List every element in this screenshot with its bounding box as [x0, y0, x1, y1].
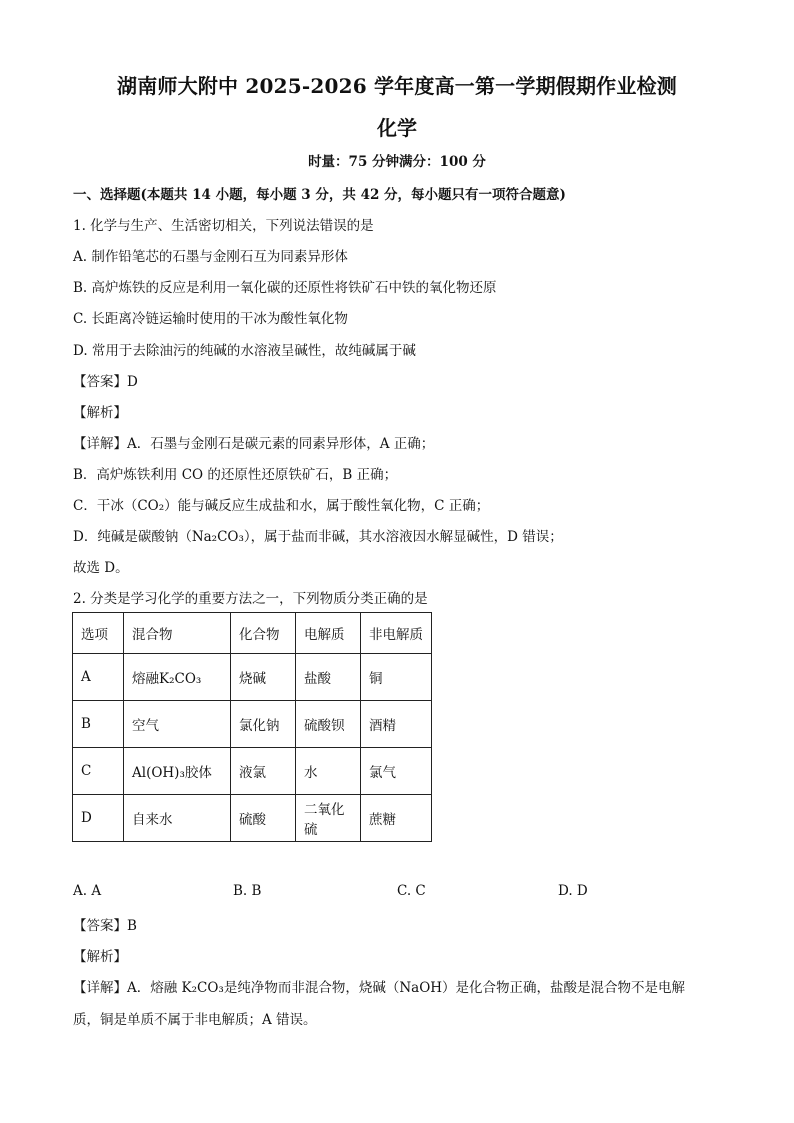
q1-analysis-label: 【解析】 — [73, 405, 127, 421]
q1-option-a: A. 制作铅笔芯的石墨与金刚石互为同素异形体 — [73, 249, 348, 265]
table-header-cell: 非电解质 — [361, 613, 432, 654]
q2-choice-c: C. C — [397, 883, 426, 899]
q2-analysis-label: 【解析】 — [73, 949, 127, 965]
table-header-cell: 化合物 — [231, 613, 296, 654]
q2-choice-b: B. B — [233, 883, 262, 899]
question-2-stem: 2. 分类是学习化学的重要方法之一，下列物质分类正确的是 — [73, 591, 428, 607]
q1-detail-line: 【详解】A．石墨与金刚石是碳元素的同素异形体，A 正确； — [73, 436, 435, 452]
q1-detail-line: 故选 D。 — [73, 560, 129, 576]
table-cell: 熔融K₂CO₃ — [124, 654, 231, 701]
table-row — [73, 654, 432, 701]
q2-detail-line: 【详解】A．熔融 K₂CO₃是纯净物而非混合物，烧碱（NaOH）是化合物正确，盐酸是混合物不是电解 — [73, 980, 686, 996]
table-header-cell: 选项 — [73, 613, 124, 654]
section-heading: 一、选择题(本题共 14 小题，每小题 3 分，共 42 分，每小题只有一项符合题意) — [73, 187, 566, 203]
q2-choice-a: A. A — [73, 883, 102, 899]
table-cell: 酒精 — [361, 701, 432, 748]
table-cell: A — [73, 654, 124, 701]
q2-detail-line: 质，铜是单质不属于非电解质；A 错误。 — [73, 1012, 317, 1028]
question-1-stem: 1. 化学与生产、生活密切相关，下列说法错误的是 — [73, 218, 374, 234]
q1-option-c: C. 长距离冷链运输时使用的干冰为酸性氧化物 — [73, 311, 348, 327]
table-cell: 空气 — [124, 701, 231, 748]
table-cell: 二氧化硫 — [296, 795, 361, 842]
q1-option-b: B. 高炉炼铁的反应是利用一氧化碳的还原性将铁矿石中铁的氧化物还原 — [73, 280, 497, 296]
table-cell: 水 — [296, 748, 361, 795]
q1-option-d: D. 常用于去除油污的纯碱的水溶液呈碱性，故纯碱属于碱 — [73, 343, 416, 359]
table-row — [73, 748, 432, 795]
table-cell: 自来水 — [124, 795, 231, 842]
subject-title: 化学 — [377, 116, 417, 140]
q1-detail-line: D．纯碱是碳酸钠（Na₂CO₃），属于盐而非碱，其水溶液因水解显碱性，D 错误； — [73, 529, 563, 545]
table-cell: 盐酸 — [296, 654, 361, 701]
table-cell: Al(OH)₃胶体 — [124, 748, 231, 795]
q1-detail-line: B．高炉炼铁利用 CO 的还原性还原铁矿石，B 正确； — [73, 467, 398, 483]
table-cell: 硫酸钡 — [296, 701, 361, 748]
table-row — [73, 701, 432, 748]
table-cell: B — [73, 701, 124, 748]
table-cell: 硫酸 — [231, 795, 296, 842]
q1-detail-line: C．干冰（CO₂）能与碱反应生成盐和水，属于酸性氧化物，C 正确； — [73, 498, 490, 514]
table-cell: 铜 — [361, 654, 432, 701]
table-header-cell: 电解质 — [296, 613, 361, 654]
table-header-cell: 混合物 — [124, 613, 231, 654]
table-cell: 氯气 — [361, 748, 432, 795]
table-cell: 烧碱 — [231, 654, 296, 701]
table-cell: 液氯 — [231, 748, 296, 795]
table-cell: C — [73, 748, 124, 795]
q2-choice-d: D. D — [558, 883, 588, 899]
table-row — [73, 795, 432, 842]
table-cell: 蔗糖 — [361, 795, 432, 842]
exam-meta: 时量：75 分钟满分：100 分 — [308, 154, 486, 170]
table-header-row — [73, 613, 432, 654]
table-cell: D — [73, 795, 124, 842]
q1-answer: 【答案】D — [73, 374, 138, 390]
document-title: 湖南师大附中 2025-2026 学年度高一第一学期假期作业检测 — [117, 74, 677, 98]
q2-answer: 【答案】B — [73, 918, 137, 934]
classification-table — [72, 612, 432, 842]
table-cell: 氯化钠 — [231, 701, 296, 748]
